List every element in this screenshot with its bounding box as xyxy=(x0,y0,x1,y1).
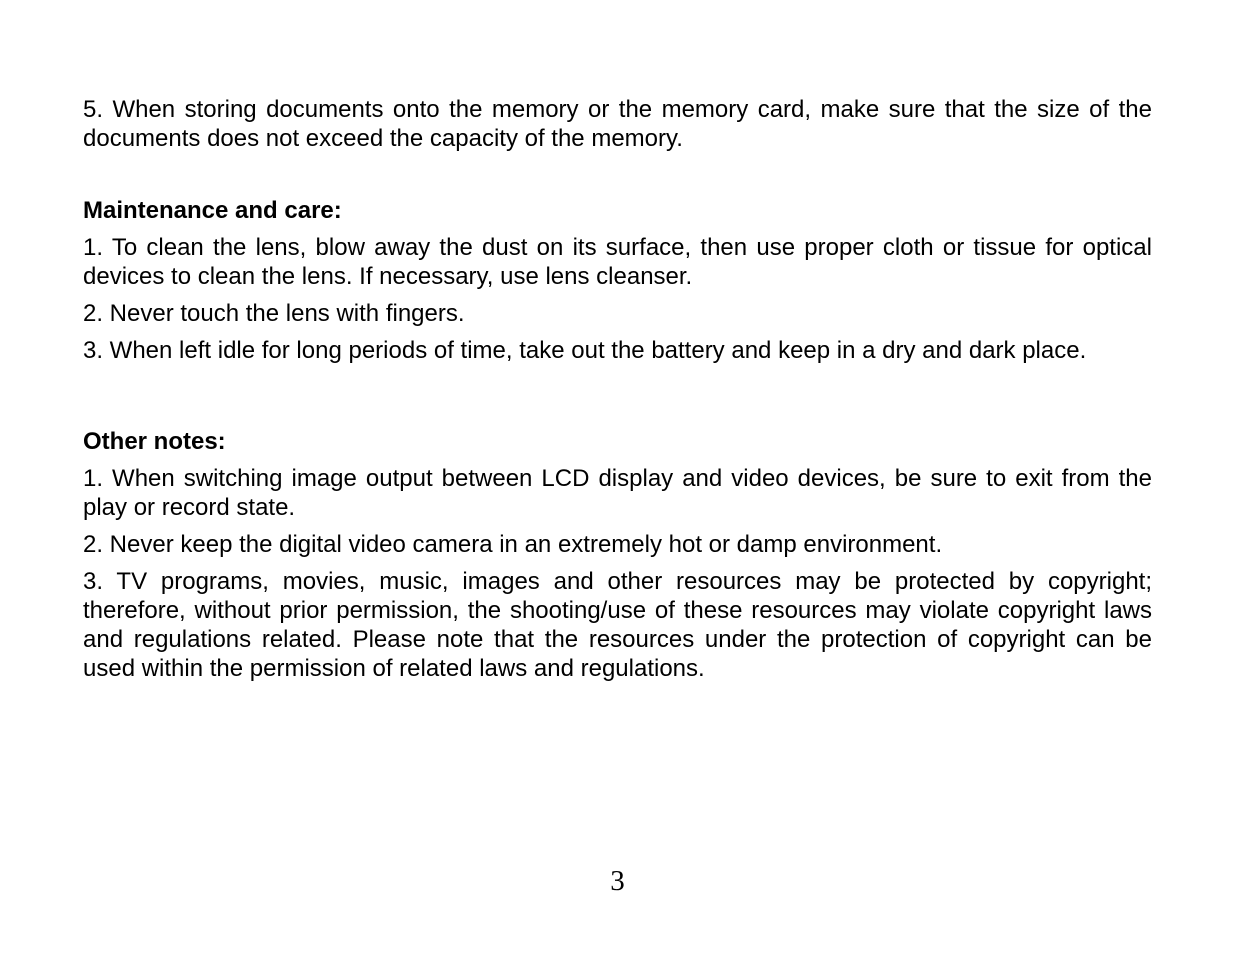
section-heading-other-notes: Other notes: xyxy=(83,428,226,455)
section-other-notes xyxy=(83,427,1152,683)
list-item: 3. When left idle for long periods of time, take out the battery and keep in a dry and dark place. xyxy=(83,337,1087,364)
list-item: 2. Never touch the lens with fingers. xyxy=(83,300,465,327)
section-maintenance xyxy=(83,196,1152,365)
list-item: 3. TV programs, movies, music, images and other resources may be protected by copyright; therefore, without prior permission, the shooting/use of these resources may violate copyright laws and regulations related. Please note that the resources under the protection of copyright can be used within the permission of related laws and regulations. xyxy=(83,568,1152,682)
list-item: 1. When switching image output between LCD display and video devices, be sure to exit from the play or record state. xyxy=(83,465,1152,521)
list-item: 2. Never keep the digital video camera in an extremely hot or damp environment. xyxy=(83,531,943,558)
page-number: 3 xyxy=(610,865,625,897)
document-page xyxy=(83,95,1152,691)
section-heading-maintenance: Maintenance and care: xyxy=(83,197,342,224)
list-item: 1. To clean the lens, blow away the dust on its surface, then use proper cloth or tissue for optical devices to clean the lens. If necessary, use lens cleanser. xyxy=(83,234,1152,290)
paragraph-memory-capacity: 5. When storing documents onto the memory or the memory card, make sure that the size of the documents does not exceed the capacity of the memory. xyxy=(83,96,1152,152)
